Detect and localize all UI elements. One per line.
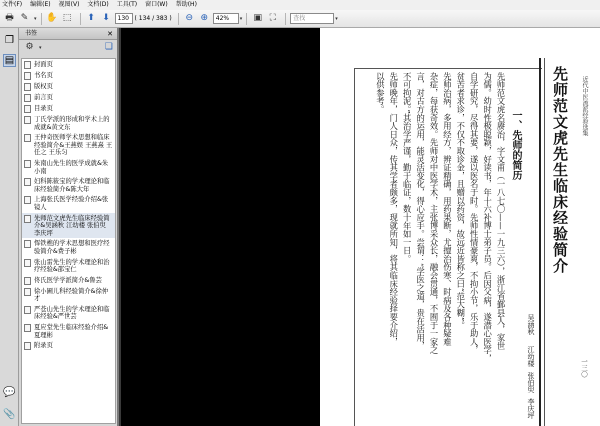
page-frame [354, 68, 542, 69]
toolbar-divider [178, 13, 179, 25]
body-line: 自学研究，尽得其要，遂以医名于时。先师性情豪爽，不拘小节，乐于助人， [469, 72, 480, 355]
panel-header [19, 28, 117, 40]
bookmark-item[interactable] [22, 70, 115, 81]
author-4: 李庆坪 [527, 398, 535, 419]
bookmark-item[interactable] [22, 158, 115, 176]
bookmark-item[interactable] [22, 176, 115, 194]
bookmark-item[interactable] [22, 103, 115, 114]
menu-help[interactable]: 帮助(H) [175, 1, 197, 8]
bookmark-label: 朱南山先生的医学成就&朱小南 [34, 159, 109, 175]
bookmark-label: 目录页 [34, 105, 53, 112]
bookmark-label: 佟氏医学学派简介&鲁芸 [34, 276, 102, 284]
page-title: 先师范文虎先生临床经验简介 [551, 66, 569, 274]
body-line: 杂症，每获奇效。先师对中医学术，主张博采众长，融会贯通，不囿于一家之 [429, 72, 439, 355]
bookmark-label: 前言页 [34, 94, 53, 101]
body-line: 先师范文虎名赓治，字文甫（一八七〇——一九三六），浙江省鄞县人，家世 [496, 72, 506, 351]
navigation-rail [0, 28, 19, 426]
body-line: 言，对古方的运用，能灵活变化，得心应手。尝谓：“学医之道，贵在活用， [415, 72, 426, 351]
toolbar-divider [285, 13, 286, 25]
bookmark-page-icon [24, 160, 31, 168]
fit-page-icon[interactable]: ▣ [253, 13, 263, 23]
page-number: 一三〇 [580, 358, 588, 378]
bookmark-page-icon [24, 196, 31, 204]
menu-file[interactable]: 文件(F) [2, 1, 23, 8]
bookmark-item[interactable] [22, 132, 115, 158]
bookmark-label: 张山雷先生的学术理论和治疗经验&邵宝仁 [34, 258, 110, 274]
bookmark-page-icon [24, 72, 31, 80]
menu-tools[interactable]: 工具(T) [116, 1, 138, 8]
bookmark-label: 妇科陈筱宝的学术理论和临床经验简介&陈大年 [34, 178, 110, 193]
page-number-input[interactable]: 130 [115, 13, 133, 24]
bookmark-item[interactable] [22, 114, 115, 132]
bookmark-label: 夏应堂先生临床经验介绍&夏理彬 [34, 324, 109, 339]
bookmark-page-icon [24, 240, 31, 248]
bookmark-page-icon [24, 105, 31, 113]
select-icon[interactable]: ⬚ [62, 13, 72, 23]
body-line: 不可拘泥。”其治学严谨，勤于临证，数十年如一日。 [402, 72, 413, 263]
document-page [320, 28, 600, 426]
chevron-down-icon[interactable]: ▾ [239, 15, 243, 22]
search-input[interactable]: 查找 [290, 13, 334, 24]
bookmark-page-icon [24, 61, 31, 69]
bookmark-label: 书名页 [34, 72, 53, 79]
bookmark-item[interactable] [22, 238, 115, 256]
attachment-icon[interactable]: 📎 [3, 409, 16, 420]
menu-document[interactable]: 文档(D) [87, 1, 109, 8]
panel-toolbar [19, 40, 117, 55]
toolbar [0, 10, 600, 28]
bookmark-page-icon [24, 215, 31, 223]
bookmark-page-icon [24, 259, 31, 267]
bookmark-label: 严苍山先生的学术理论和临床经验&严世芸 [34, 305, 110, 321]
bookmark-label: 附录页 [34, 342, 53, 350]
menu-edit[interactable]: 编辑(E) [30, 1, 51, 8]
edit-icon[interactable]: ✎ [20, 13, 29, 23]
section-heading: 一、先师的简历 [510, 110, 521, 180]
fit-width-icon[interactable]: ⛶ [269, 13, 276, 23]
bookmark-item[interactable] [22, 213, 115, 239]
bookmark-list [21, 58, 116, 424]
body-line: 以供参考。 [375, 72, 386, 114]
bookmark-item[interactable] [22, 322, 115, 340]
bookmark-label: 版权页 [34, 83, 53, 90]
bookmark-page-icon [24, 94, 31, 102]
bookmark-label: 王仲奇医师学术思想和临床经验简介&王燕娱 王燕熹 王任之 王乐匀 [34, 134, 113, 157]
author-3: 张伯臾 [527, 372, 535, 393]
author-1: 吴涵秋 [527, 314, 535, 335]
panel-title: 书签 [25, 30, 38, 37]
bookmark-item[interactable] [22, 275, 115, 286]
bookmark-item[interactable] [22, 286, 115, 304]
menu-view[interactable]: 视图(V) [58, 1, 80, 8]
bookmark-page-icon [24, 83, 31, 91]
toolbar-divider [246, 13, 247, 25]
prev-page-icon[interactable]: ⬆ [87, 13, 95, 23]
body-line: 先师治病，多用经方，辨证精确，用药果断，尤擅治伤寒、时病及各种疑难 [442, 72, 453, 346]
new-bookmark-icon[interactable]: ❏ [104, 42, 113, 52]
comments-icon[interactable]: 💬 [3, 387, 16, 398]
bookmark-item[interactable] [22, 194, 115, 212]
menu-bar [0, 0, 600, 10]
toolbar-divider [41, 13, 42, 25]
bookmark-label: 徐小圃儿科经验简介&徐仲才 [34, 287, 109, 303]
bookmark-label: 封面页 [34, 61, 53, 68]
bookmark-label: 丁氏学派的形成和学术上的成就&黄文东 [34, 116, 110, 131]
page-frame [354, 68, 355, 426]
running-header: 近代中医流派经验选集 [581, 76, 588, 136]
toolbar-divider [80, 13, 81, 25]
blank-page [121, 28, 320, 426]
chevron-down-icon[interactable]: ▾ [335, 15, 338, 22]
menu-window[interactable]: 窗口(W) [145, 1, 168, 8]
bookmark-page-icon [24, 306, 31, 314]
options-icon[interactable]: ⚙ [25, 42, 34, 52]
bookmark-page-icon [24, 116, 31, 124]
body-line: 贫苦者求诊，不仅不取诊金，且赠以药资，故远近皆称之曰“范大糊”。 [455, 72, 466, 330]
bookmark-page-icon [24, 134, 31, 142]
bookmark-label: 恽铁樵的学术思想和医疗经验简介&费子彬 [34, 240, 110, 255]
zoom-input[interactable]: 42% [213, 13, 239, 24]
bookmark-item[interactable] [22, 257, 115, 275]
hand-icon[interactable]: ✋ [46, 13, 58, 23]
body-line: 先师晚年，门人日众，传其学者颇多，现就所知，将其临床经验择要介绍， [388, 72, 399, 346]
bookmark-label: 先师范文虎先生临床经验简介&吴涵秋 江幼楼 张伯臾 李庆坪 [34, 214, 110, 237]
zoom-out-icon[interactable]: ⊖ [185, 13, 194, 23]
bookmark-page-icon [24, 342, 31, 350]
close-icon[interactable]: ✕ [107, 30, 113, 38]
page-frame [539, 58, 541, 426]
zoom-in-icon[interactable]: ⊕ [200, 13, 209, 23]
bookmark-page-icon [24, 178, 31, 186]
page-frame [544, 58, 545, 426]
bookmark-item[interactable] [22, 92, 115, 103]
bookmark-item[interactable] [22, 59, 115, 70]
bookmark-page-icon [24, 324, 31, 332]
chevron-down-icon[interactable]: ▾ [34, 15, 37, 22]
bookmark-label: 上海张氏医学经验介绍&张镜人 [34, 196, 109, 211]
author-2: 江幼楼 [527, 346, 535, 367]
body-line: 为儒。幼时性极聪颖，好读书，年十六补博士弟子员。后因父病，遂潜心医学， [482, 72, 493, 363]
bookmark-item[interactable] [22, 81, 115, 92]
bookmark-item[interactable] [22, 304, 115, 322]
bookmark-page-icon [24, 277, 31, 285]
pages-icon[interactable]: ❐ [5, 35, 14, 46]
bookmark-item[interactable] [22, 340, 115, 351]
bookmarks-icon[interactable]: ▤ [4, 55, 15, 66]
page-count: ( 134 / 383 ) [134, 15, 172, 22]
print-icon[interactable]: 🖶 [5, 13, 14, 23]
bookmarks-panel [19, 28, 119, 426]
chevron-down-icon[interactable]: ▾ [39, 44, 42, 51]
bookmark-page-icon [24, 288, 31, 296]
next-page-icon[interactable]: ⬇ [102, 13, 110, 23]
